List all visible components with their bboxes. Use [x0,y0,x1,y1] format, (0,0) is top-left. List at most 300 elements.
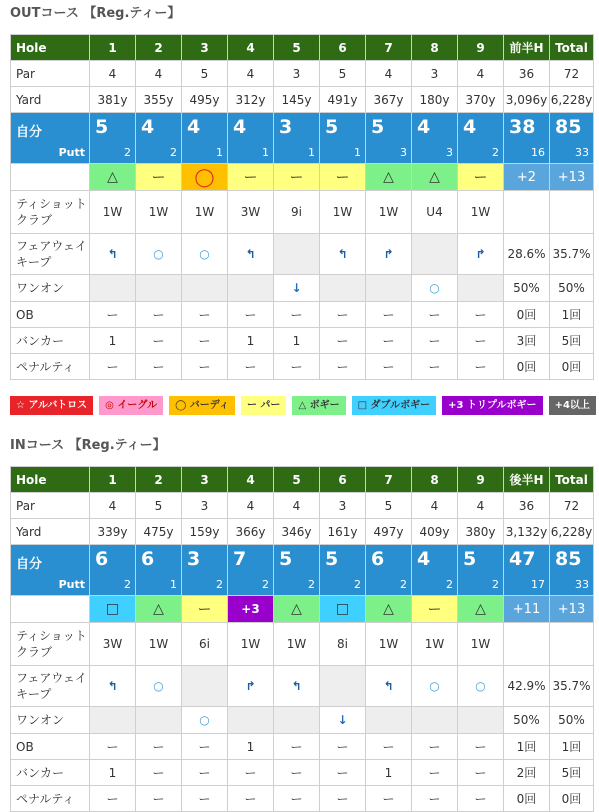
score-cell [458,113,504,164]
on-value [90,707,136,734]
result-total: +13 [550,164,594,191]
result-row [11,596,594,623]
ob-value: ー [366,734,412,760]
fw-value: 28.6% [504,234,550,275]
bunker-value: ー [320,760,366,786]
result-symbol: □ [90,596,136,623]
ob-value: ー [274,734,320,760]
score-legend [10,396,599,415]
putt-value: 3 [446,146,453,159]
par-value: 4 [458,61,504,87]
result-symbol: ー [412,596,458,623]
legend-double-bogey: □ ダブルボギー [352,396,437,415]
score-value: 47 [509,548,536,570]
yard-value: 145y [274,87,320,113]
tee-value: 1W [366,191,412,234]
putt-value: 1 [354,146,361,159]
score-value: 5 [325,116,339,138]
tee-value: U4 [412,191,458,234]
fw-value: 35.7% [550,234,594,275]
tee-value: 3W [90,623,136,666]
ob-label: OB [11,734,90,760]
score-cell [274,545,320,596]
fw-value [412,234,458,275]
putt-value: 2 [492,146,499,159]
fw-value: 42.9% [504,666,550,707]
score-cell [90,545,136,596]
result-symbol: ー [320,164,366,191]
putt-value: 16 [531,146,545,159]
hole-header: 7 [366,467,412,493]
ob-value: ー [320,302,366,328]
penalty-value: ー [320,786,366,812]
yard-value: 3,096y [504,87,550,113]
bunker-value: 1 [274,328,320,354]
par-value: 5 [366,493,412,519]
score-value: 5 [95,116,109,138]
fw-label: フェアウェイ キープ [11,234,90,275]
score-value: 7 [233,548,247,570]
score-cell [182,545,228,596]
yard-value: 3,132y [504,519,550,545]
ob-value: ー [458,734,504,760]
fairway-hit-icon: ○ [412,275,458,302]
bunker-value: 5回 [550,760,594,786]
ob-value: ー [412,302,458,328]
result-symbol: △ [136,596,182,623]
player-label [11,545,90,596]
on-value [136,707,182,734]
yard-value: 355y [136,87,182,113]
result-symbol: △ [366,596,412,623]
result-symbol: ー [458,164,504,191]
result-symbol: △ [458,596,504,623]
score-value: 5 [325,548,339,570]
bunker-value: ー [182,760,228,786]
score-cell [228,113,274,164]
ob-value: 1回 [550,302,594,328]
result-symbol: △ [90,164,136,191]
bunker-value: ー [458,760,504,786]
score-value: 5 [279,548,293,570]
tee-value: 1W [228,623,274,666]
score-row [11,113,594,164]
score-value: 6 [371,548,385,570]
bunker-value: ー [228,760,274,786]
hole-header: 5 [274,35,320,61]
putt-value: 2 [446,578,453,591]
score-value: 4 [187,116,201,138]
player-label [11,113,90,164]
penalty-value: ー [136,354,182,380]
yard-value: 409y [412,519,458,545]
putt-value: 1 [262,146,269,159]
yard-label: Yard [11,87,90,113]
score-cell [136,113,182,164]
yard-value: 475y [136,519,182,545]
yard-value: 380y [458,519,504,545]
yard-value: 491y [320,87,366,113]
penalty-label: ペナルティ [11,354,90,380]
hook-left-icon: ↰ [90,234,136,275]
result-total: +13 [550,596,594,623]
par-value: 3 [274,61,320,87]
hole-header: 9 [458,467,504,493]
yard-value: 180y [412,87,458,113]
tee-shot-row [11,623,594,666]
ob-value: ー [182,734,228,760]
hook-left-icon: ↰ [90,666,136,707]
ob-value: ー [182,302,228,328]
fairway-hit-icon: ○ [182,707,228,734]
penalty-value: ー [458,786,504,812]
ob-value: ー [136,302,182,328]
par-value: 4 [90,493,136,519]
yard-row [11,87,594,113]
bunker-value: 5回 [550,328,594,354]
par-value: 72 [550,61,594,87]
hook-left-icon: ↰ [320,234,366,275]
tee-value [504,623,550,666]
hole-header: 9 [458,35,504,61]
ob-label: OB [11,302,90,328]
score-value: 85 [555,548,582,570]
tee-value: 1W [136,191,182,234]
putt-value: 2 [262,578,269,591]
bunker-row [11,328,594,354]
yard-value: 367y [366,87,412,113]
putt-value: 3 [400,146,407,159]
on-label: ワンオン [11,275,90,302]
tee-value: 6i [182,623,228,666]
score-cell [320,545,366,596]
legend-albatross: ☆ アルバトロス [10,396,93,415]
on-value [90,275,136,302]
tee-value: 1W [412,623,458,666]
one-on-row [11,707,594,734]
bunker-value: ー [274,760,320,786]
putt-value: 2 [308,578,315,591]
score-row [11,545,594,596]
par-value: 4 [228,61,274,87]
bunker-value: ー [366,328,412,354]
yard-value: 346y [274,519,320,545]
tee-value: 1W [274,623,320,666]
hole-header: 1 [90,35,136,61]
bunker-value: ー [182,328,228,354]
tee-label: ティショット クラブ [11,191,90,234]
yard-value: 161y [320,519,366,545]
on-value [458,707,504,734]
penalty-label: ペナルティ [11,786,90,812]
par-value: 5 [320,61,366,87]
on-value [320,275,366,302]
bunker-label: バンカー [11,328,90,354]
ob-value: ー [274,302,320,328]
tee-value: 8i [320,623,366,666]
penalty-value: ー [90,786,136,812]
player-name: 自分 [16,557,43,572]
bunker-value: 1 [90,760,136,786]
on-value: 50% [504,707,550,734]
par-value: 72 [550,493,594,519]
penalty-value: ー [182,354,228,380]
score-value: 6 [95,548,109,570]
tee-value: 1W [90,191,136,234]
yard-value: 159y [182,519,228,545]
down-arrow-icon: ↓ [274,275,320,302]
putt-value: 1 [216,146,223,159]
par-value: 5 [182,61,228,87]
ob-row [11,734,594,760]
hole-row [11,35,594,61]
ob-value: 0回 [504,302,550,328]
putt-value: 2 [354,578,361,591]
putt-value: 33 [575,146,589,159]
score-cell [182,113,228,164]
ob-row [11,302,594,328]
on-value [228,275,274,302]
putt-value: 1 [170,578,177,591]
result-row [11,164,594,191]
result-symbol: ー [136,164,182,191]
yard-value: 370y [458,87,504,113]
yard-value: 312y [228,87,274,113]
on-value [412,707,458,734]
tee-value [550,623,594,666]
out-scorecard [10,34,594,380]
hole-header: Total [550,35,594,61]
tee-value: 1W [458,191,504,234]
score-cell [550,113,594,164]
par-value: 36 [504,61,550,87]
slice-right-icon: ↱ [458,234,504,275]
hook-left-icon: ↰ [228,234,274,275]
penalty-value: ー [366,786,412,812]
yard-value: 381y [90,87,136,113]
ob-value: ー [366,302,412,328]
penalty-value: 0回 [504,354,550,380]
par-value: 4 [136,61,182,87]
fw-value [274,234,320,275]
hole-header: 6 [320,467,366,493]
hole-header: 8 [412,35,458,61]
result-symbol: ー [182,596,228,623]
bunker-value: 3回 [504,328,550,354]
tee-value [504,191,550,234]
hole-header: 6 [320,35,366,61]
putt-label: Putt [58,146,85,159]
score-value: 5 [371,116,385,138]
score-value: 4 [463,116,477,138]
score-value: 4 [233,116,247,138]
hole-label: Hole [11,35,90,61]
legend-eagle: ◎ イーグル [99,396,163,415]
par-value: 4 [366,61,412,87]
ob-value: ー [136,734,182,760]
ob-value: ー [90,302,136,328]
par-value: 4 [458,493,504,519]
par-value: 4 [228,493,274,519]
tee-value: 1W [182,191,228,234]
score-cell [90,113,136,164]
tee-value: 9i [274,191,320,234]
on-value [458,275,504,302]
result-symbol: ー [274,164,320,191]
on-value: 50% [550,707,594,734]
tee-label: ティショット クラブ [11,623,90,666]
on-value [182,275,228,302]
score-cell [504,545,550,596]
ob-value: ー [90,734,136,760]
bunker-value: ー [412,760,458,786]
legend-par: ー パー [241,396,286,415]
result-total: +11 [504,596,550,623]
putt-value: 2 [492,578,499,591]
hole-header: 4 [228,35,274,61]
putt-value: 2 [124,578,131,591]
fairway-row [11,234,594,275]
hole-header: 8 [412,467,458,493]
score-value: 6 [141,548,155,570]
ob-value: 1回 [550,734,594,760]
player-name: 自分 [16,125,43,140]
penalty-value: ー [228,354,274,380]
score-cell [366,545,412,596]
slice-right-icon: ↱ [228,666,274,707]
result-symbol: △ [412,164,458,191]
score-cell [458,545,504,596]
on-value [274,707,320,734]
in-course-title: INコース 【Reg.ティー】 [10,438,166,453]
par-value: 36 [504,493,550,519]
ob-value: ー [412,734,458,760]
result-symbol: ー [228,164,274,191]
fairway-hit-icon: ○ [458,666,504,707]
hole-row [11,467,594,493]
on-value [366,275,412,302]
tee-value: 1W [458,623,504,666]
legend-triple-bogey: +3 トリプルボギー [442,396,542,415]
bunker-value: 1 [90,328,136,354]
hole-header: Total [550,467,594,493]
putt-value: 1 [308,146,315,159]
penalty-value: ー [228,786,274,812]
penalty-value: ー [182,786,228,812]
hole-header: 3 [182,35,228,61]
hole-label: Hole [11,467,90,493]
on-value [228,707,274,734]
ob-value: ー [458,302,504,328]
putt-value: 17 [531,578,545,591]
score-value: 3 [187,548,201,570]
penalty-value: ー [458,354,504,380]
par-value: 5 [136,493,182,519]
slice-right-icon: ↱ [366,234,412,275]
penalty-value: 0回 [550,786,594,812]
fairway-row [11,666,594,707]
legend-plus4: +4以上 [549,396,596,415]
score-value: 3 [279,116,293,138]
yard-value: 366y [228,519,274,545]
tee-value: 3W [228,191,274,234]
fw-value [320,666,366,707]
par-label: Par [11,61,90,87]
result-symbol: +3 [228,596,274,623]
score-value: 4 [417,116,431,138]
bunker-value: 2回 [504,760,550,786]
fairway-hit-icon: ○ [136,666,182,707]
fw-value: 35.7% [550,666,594,707]
putt-value: 2 [170,146,177,159]
score-cell [550,545,594,596]
score-value: 85 [555,116,582,138]
tee-value [550,191,594,234]
penalty-value: ー [274,786,320,812]
bunker-label: バンカー [11,760,90,786]
on-value [136,275,182,302]
putt-label: Putt [58,578,85,591]
ob-value: 1回 [504,734,550,760]
result-symbol: △ [274,596,320,623]
par-value: 3 [182,493,228,519]
result-symbol: ◯ [182,164,228,191]
par-label: Par [11,493,90,519]
par-row [11,61,594,87]
hole-header: 4 [228,467,274,493]
on-value: 50% [550,275,594,302]
penalty-value: ー [274,354,320,380]
score-cell [366,113,412,164]
hole-header: 2 [136,467,182,493]
penalty-value: ー [90,354,136,380]
score-cell [136,545,182,596]
bunker-value: 1 [366,760,412,786]
fairway-hit-icon: ○ [182,234,228,275]
result-label [11,596,90,623]
yard-row [11,519,594,545]
yard-label: Yard [11,519,90,545]
bunker-value: ー [136,760,182,786]
ob-value: ー [320,734,366,760]
result-symbol: □ [320,596,366,623]
score-value: 4 [417,548,431,570]
penalty-value: ー [136,786,182,812]
score-cell [320,113,366,164]
in-scorecard [10,466,594,812]
score-cell [504,113,550,164]
on-label: ワンオン [11,707,90,734]
on-value: 50% [504,275,550,302]
par-value: 3 [320,493,366,519]
penalty-row [11,354,594,380]
penalty-value: 0回 [504,786,550,812]
bunker-value: ー [458,328,504,354]
score-cell [228,545,274,596]
par-value: 4 [274,493,320,519]
tee-value: 1W [136,623,182,666]
hole-header: 7 [366,35,412,61]
putt-value: 2 [124,146,131,159]
result-total: +2 [504,164,550,191]
hole-header: 2 [136,35,182,61]
fw-label: フェアウェイ キープ [11,666,90,707]
ob-value: 1 [228,734,274,760]
penalty-value: ー [366,354,412,380]
par-value: 4 [412,493,458,519]
ob-value: ー [228,302,274,328]
legend-bogey: △ ボギー [292,396,345,415]
